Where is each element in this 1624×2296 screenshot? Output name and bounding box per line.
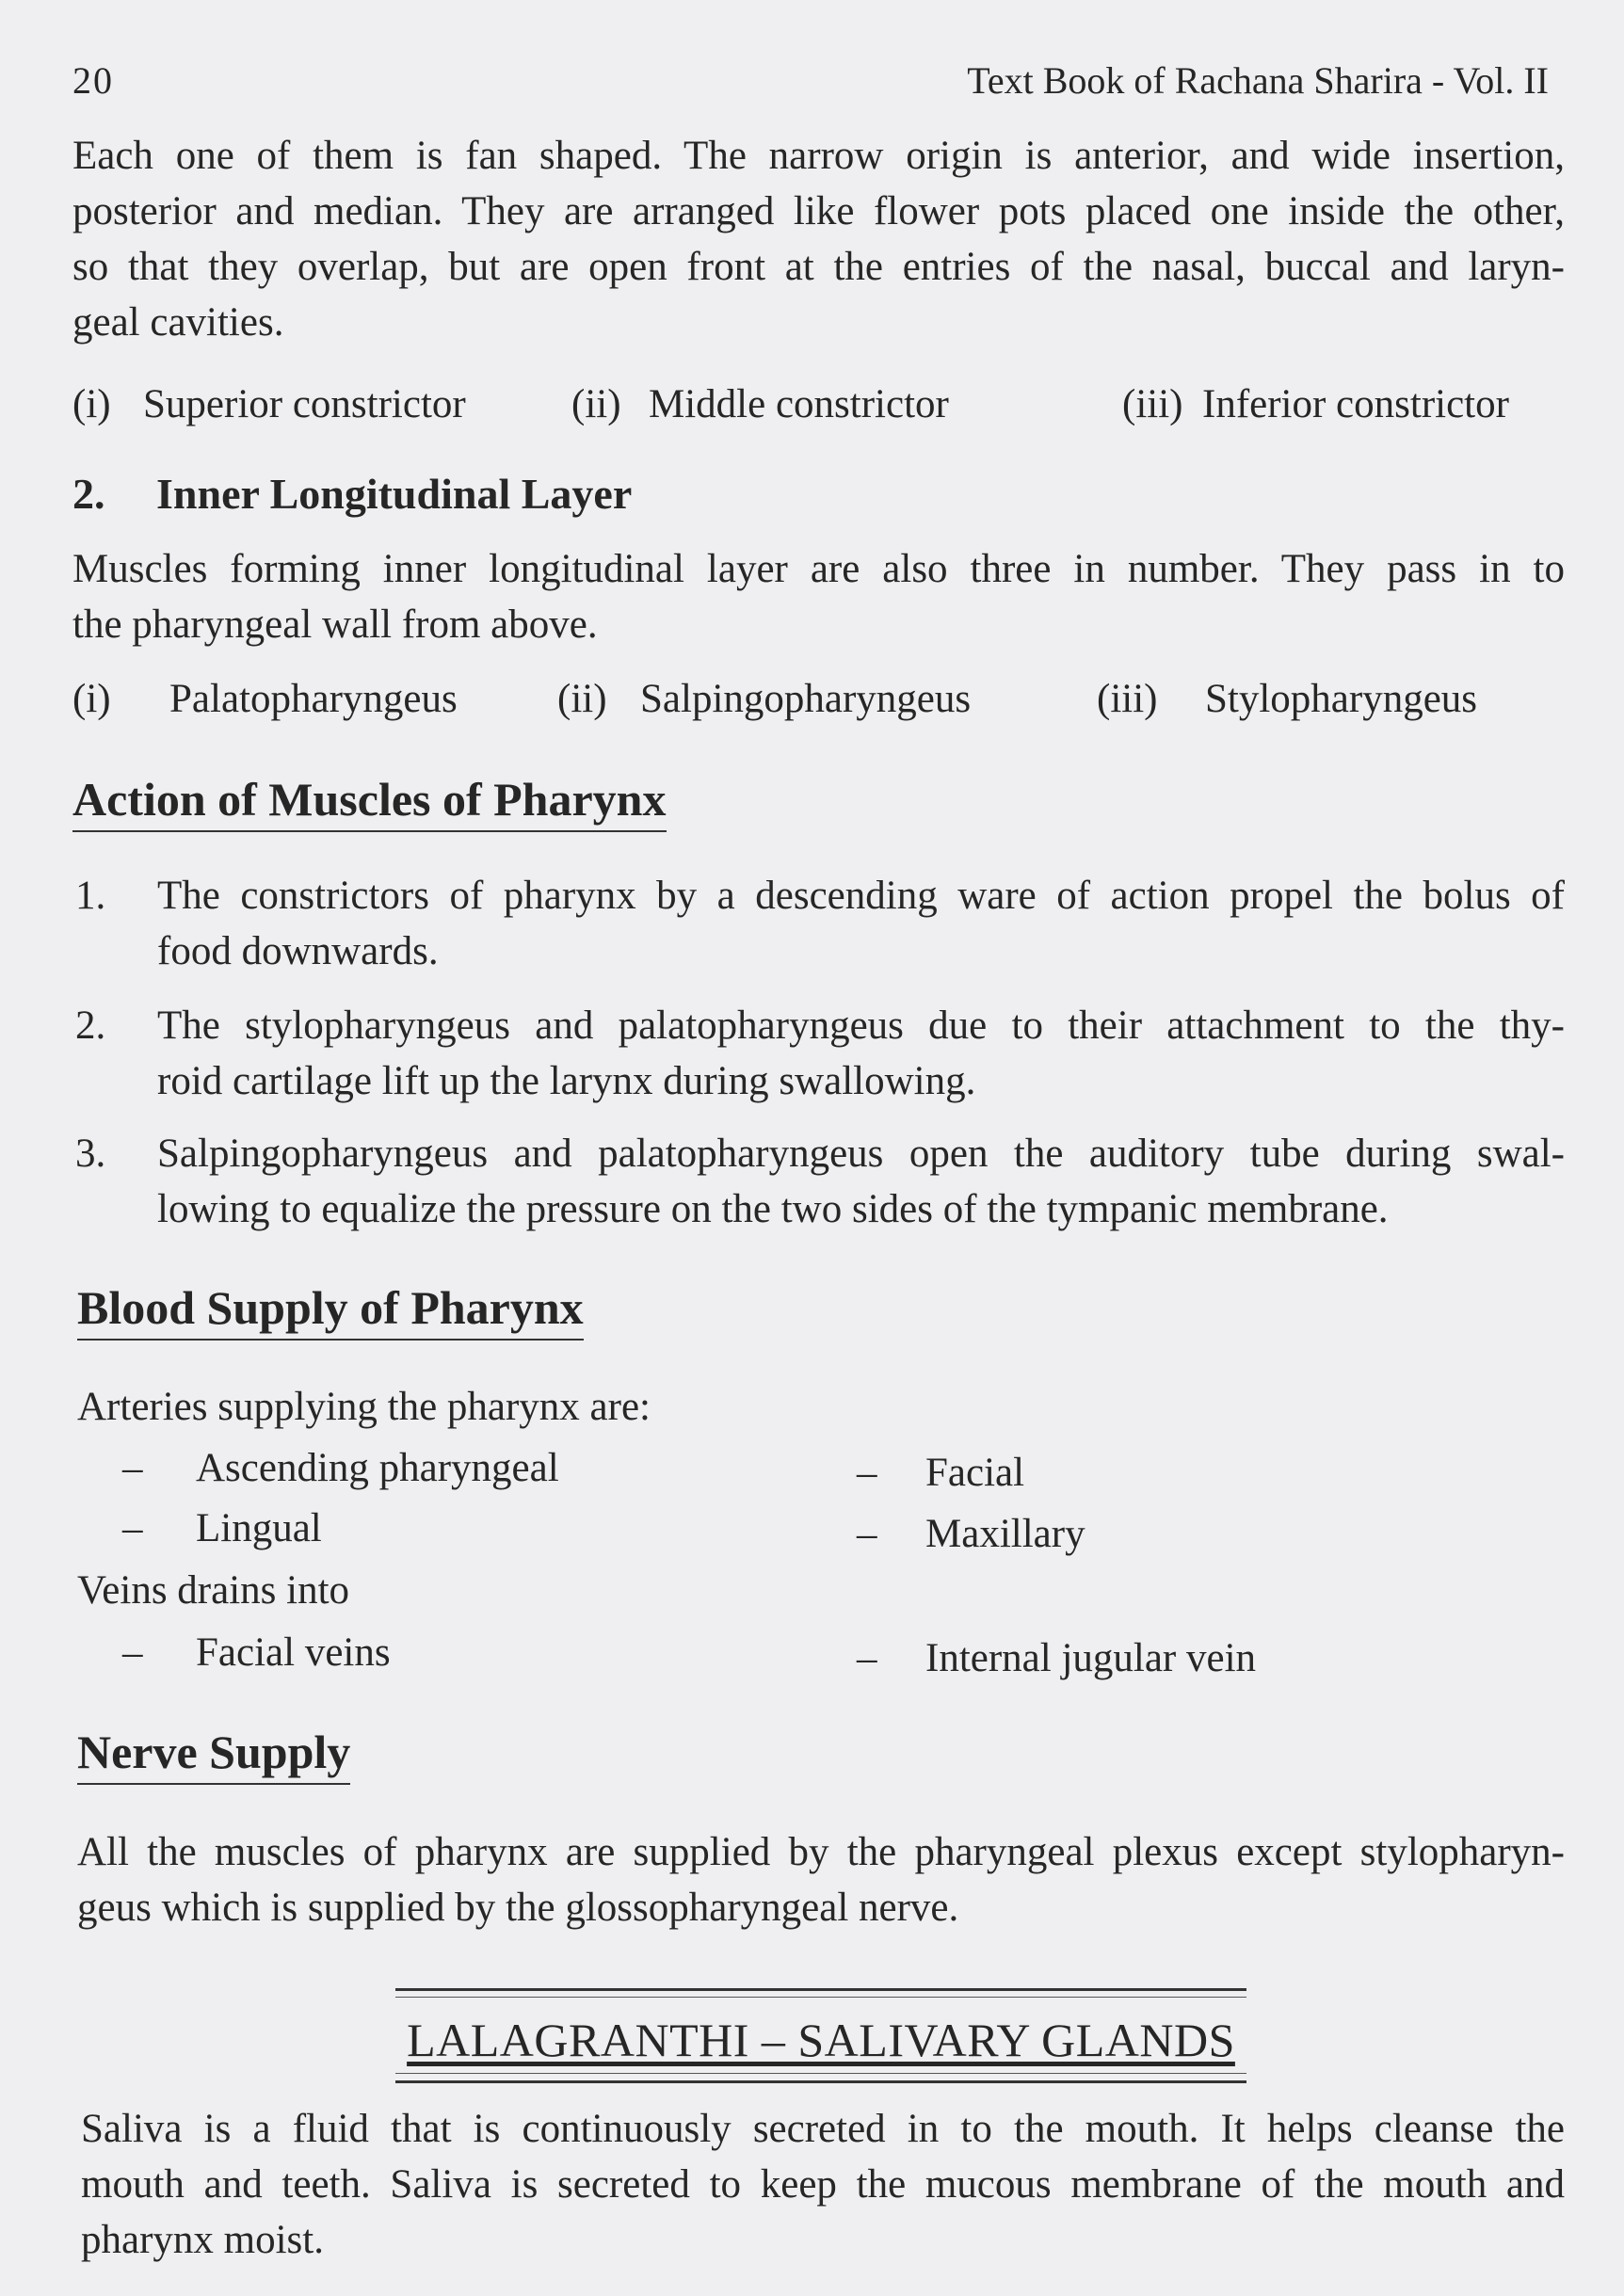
- list-item: Middle constrictor: [649, 382, 949, 426]
- artery-item: Lingual: [196, 1506, 322, 1550]
- chapter-intro-paragraph: [81, 2101, 1565, 2268]
- section-heading-nerve-supply: Nerve Supply: [77, 1725, 350, 1785]
- inner-layer-paragraph: [72, 541, 1565, 652]
- artery-item: Ascending pharyngeal: [196, 1446, 559, 1490]
- veins-intro: Veins drains into: [77, 1568, 350, 1613]
- list-item: [157, 998, 1565, 1109]
- intro-line: geal cavities.: [72, 300, 284, 345]
- chapter-title: LALAGRANTHI – SALIVARY GLANDS: [407, 2014, 1235, 2066]
- list-num: (ii): [557, 677, 607, 721]
- vein-item: Internal jugular vein: [925, 1636, 1257, 1680]
- vein-item: Facial veins: [196, 1630, 391, 1675]
- list-num: (iii): [1097, 677, 1158, 721]
- list-item: Superior constrictor: [143, 382, 466, 426]
- subheading: Inner Longitudinal Layer: [156, 470, 633, 518]
- paragraph-line: mouth and teeth. Saliva is secreted to keep the mucous membrane of the mouth and: [81, 2162, 1565, 2207]
- item-line: The constrictors of pharynx by a descending ware of action propel the bolus of: [157, 874, 1565, 918]
- list-item: Salpingopharyngeus: [640, 677, 972, 721]
- intro-paragraph: [72, 128, 1565, 350]
- top-rule-thin: [395, 1997, 1246, 1998]
- running-title: Text Book of Rachana Sharira - Vol. II: [967, 59, 1549, 102]
- item-line: Salpingopharyngeus and palatopharyngeus open the auditory tube during swal-: [157, 1132, 1565, 1176]
- arteries-intro: Arteries supplying the pharynx are:: [77, 1385, 651, 1429]
- list-num: (i): [72, 382, 111, 426]
- top-rule-thick: [395, 1988, 1246, 1991]
- item-line: roid cartilage lift up the larynx during swallowing.: [157, 1059, 976, 1103]
- page-number: 20: [72, 59, 114, 102]
- dash: –: [122, 1446, 143, 1490]
- list-num: 1.: [75, 874, 106, 918]
- dash: –: [857, 1512, 877, 1556]
- dash: –: [857, 1451, 877, 1495]
- paragraph-line: Muscles forming inner longitudinal layer are also three in number. They pass in to: [72, 547, 1565, 591]
- list-num: 3.: [75, 1132, 106, 1176]
- paragraph-line: Saliva is a fluid that is continuously secreted in to the mouth. It helps cleanse the: [81, 2107, 1565, 2151]
- item-line: The stylopharyngeus and palatopharyngeus due to their attachment to the thy-: [157, 1003, 1565, 1048]
- list-item: Inferior constrictor: [1202, 382, 1509, 426]
- artery-item: Maxillary: [925, 1512, 1085, 1556]
- section-heading-action: Action of Muscles of Pharynx: [72, 772, 667, 832]
- intro-line: posterior and median. They are arranged like flower pots placed one inside the other,: [72, 189, 1565, 233]
- section-heading-blood-supply: Blood Supply of Pharynx: [77, 1280, 584, 1341]
- list-num: (i): [72, 677, 111, 721]
- intro-line: so that they overlap, but are open front at the entries of the nasal, buccal and laryn-: [72, 245, 1565, 289]
- dash: –: [122, 1630, 143, 1675]
- list-num: (iii): [1122, 382, 1183, 426]
- list-num: (ii): [571, 382, 621, 426]
- bottom-rule-thick: [395, 2080, 1246, 2083]
- list-item: Palatopharyngeus: [169, 677, 458, 721]
- bottom-rule-thin: [395, 2073, 1246, 2074]
- intro-line: Each one of them is fan shaped. The narrow origin is anterior, and wide insertion,: [72, 134, 1565, 178]
- subheading-number: 2.: [72, 470, 105, 518]
- dash: –: [857, 1636, 877, 1680]
- item-line: food downwards.: [157, 929, 439, 973]
- item-line: lowing to equalize the pressure on the two sides of the tympanic membrane.: [157, 1187, 1389, 1231]
- paragraph-line: pharynx moist.: [81, 2218, 324, 2262]
- paragraph-line: geus which is supplied by the glossopharyngeal nerve.: [77, 1886, 959, 1930]
- paragraph-line: All the muscles of pharynx are supplied by the pharyngeal plexus except stylopharyn-: [77, 1830, 1565, 1874]
- chapter-title-box: [395, 1988, 1246, 2082]
- list-item: [157, 868, 1565, 979]
- dash: –: [122, 1506, 143, 1550]
- list-item: [157, 1126, 1565, 1237]
- paragraph-line: the pharyngeal wall from above.: [72, 602, 598, 647]
- list-num: 2.: [75, 1003, 106, 1048]
- artery-item: Facial: [925, 1451, 1025, 1495]
- list-item: Stylopharyngeus: [1205, 677, 1478, 721]
- nerve-supply-paragraph: [77, 1824, 1565, 1935]
